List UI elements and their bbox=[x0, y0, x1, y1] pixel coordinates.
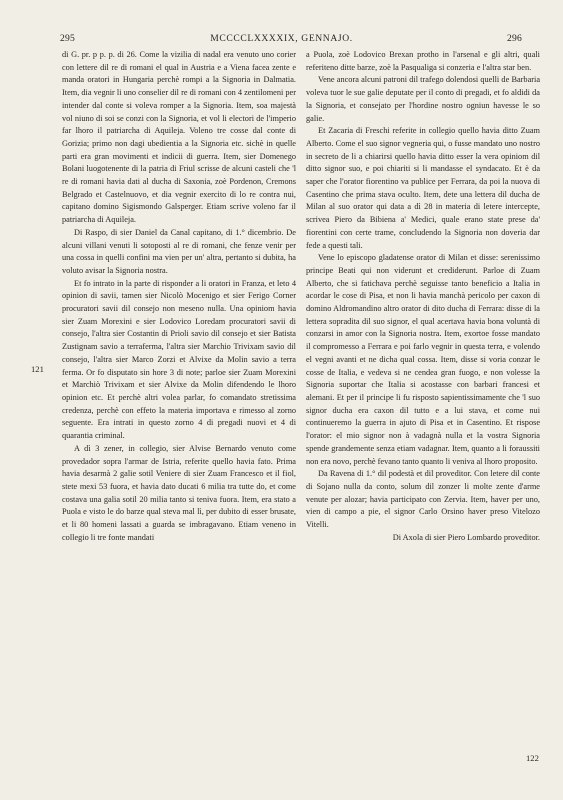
paragraph: A dì 3 zener, in collegio, sier Alvise Bernardo venuto come provedador sopra l'armar de Istria, referite quello havia fato. Prima havia desarmà 2 galie sotil Veniere di sier Zuam Francesco et il fiol, stete mexi 53 fuora, et havia dato ducati 6 milia tra tutte do, et come costava una galia sotil 20 milia tanto si teniva fuora. Item, era stato a Puola e visto le do barze qual steva mal lì, per dubito di esser brusate, et li 80 homeni lassati a guarda se imbragavano. Etiam veneno in collegio li tre fonte mandati bbox=[62, 443, 296, 542]
margin-number-left: 121 bbox=[31, 364, 44, 374]
paragraph: Da Ravena di 1.° dil podestà et dil proveditor. Con letere dil conte di Sojano nulla da conto, solum dil zonzer li molte zente d'arme venute per alozar; havia participato con Zervia. Item, haver per uno, vien di campo a pie, el signor Carlo Orsino haver preso Vitelozo Vitelli. bbox=[306, 469, 540, 530]
paragraph: Vene lo episcopo gladatense orator di Milan et disse: serenissimo principe Beati qui non viderunt et crediderunt. Parloe di Zuam Alberto, che si fatichava perchè seguisse tanto beneficio a Italia in acordar le cose di Pisa, et non li havia manchà pericolo per caxon di domino Aldromandino altro orator di dito ducha di Ferrara: disse di la lettera sopradita dil suo signor, el qual acertava havia bona voluntà di conzarsi in amor con la Signoria nostra. Item, exortoe fosse mandato il compromesso a Ferrara e poi farlo vegnir in questa terra, e volendo el vegni avanti et ne dicha qual cossa. Item, disse si voria conzar le cosse de Italia, e vedeva si ne cendea gran fuogo, e non volesse la Signoria suportar che Italia si acostasse con barbari francesi et alemani. Et per il principe li fu risposto sapientissimamente che 'l suo signor ducha era caxon dil tutto e a lui stava, et come nui continueremo la guerra in ajuto di Pisa et in Casentino. Et rispose l'orator: el mio signor non à vadagnà nulla et la vostra Signoria spende grandemente senza etiam vadagnar. Item, quanto a li foraussiti non era novo, perchè fevano tanto quanto li veniva al lhoro proposito. bbox=[306, 253, 540, 466]
running-title: MCCCCLXXXXIX, GENNAJO. bbox=[210, 33, 353, 44]
paragraph: Et fo intrato in la parte di risponder a li oratori in Franza, et leto 4 opinion di savii, tamen sier Nicolò Mocenigo et sier Ferigo Corner procuratori savii dil consejo non meseno nulla. Una opiniom havia sier Zuam Morexini e sier Lodovico Loredam procuratori savii di consejo, l'altra sier Costantin di Prioli savio dil consejo et sier Batista Zustignam savio a terraferma, l'altra sier Marchio Trivixam savio dil consejo, l'altra sier Marco Zorzi et Alvixe da Molin savio a terra ferma. Or fo disputato sin hore 3 di note; parloe sier Zuam Morexini et Marchiò Trivixam et sier Alvixe da Molin difendendo le lhoro opinion etc. Et perchè altri volea parlar, fo comandato stretissima credenza, perchè con effeto la materia importava e rimesso al zorno seguente. Era intrati in questo zorno 4 di pregadi nuovi et 4 di quarantia criminal. bbox=[62, 278, 296, 441]
paragraph: di G. pr. p p. p. di 26. Come la vizilia di nadal era venuto uno corier con lettere dil re di romani el qual in Austria e a Viena facea zente e manda oratori in Hungaria perchè rompi a la Signoria in Dalmatia. Item, dia vegnir li uno conselier dil re di romani con 4 zentilomeni per intender dal conte si voleva romper a la Signoria. Item, soa majestà vol niuno di soi se conzi con la Signoria, et vol li electori de l'imperio far lhoro il patriarcha di Aquileja. Voleno tre cosse dal conte di Gorizia; primo non dagi ubedientia a la Signoria etc. sichè in quelle parti era gran movimenti et indicii di guerra. Item, sier Domenego Bolani luogotenente di la patria di Friul scrisse de alcuni casteli che 'l re di romani havia dati al ducha di Saxonia, zoè Pordenon, Cremons Belgrado et Castelnuovo, et dia vegnir exercito di lo re contra nui, capitano domino Sigismondo Galsperger. Etiam scrive voleno far il patriarcha di Aquileja. bbox=[62, 50, 296, 225]
page-number-left: 295 bbox=[60, 33, 75, 44]
left-column bbox=[62, 49, 296, 789]
paragraph: Vene ancora alcuni patroni dil trafego dolendosi quelli de Barbaria voleva tuor le sue galie deputate per il conto di pregadi, et fo aldidi da la Signoria, et consejato per l'hordine nostro ogniun havesse le so galie. bbox=[306, 75, 540, 123]
paragraph: Et Zacaria di Freschi referite in collegio quello havia ditto Zuam Alberto. Come el suo signor vegneria qui, o fusse mandato uno nostro in secreto de li a chiarirsi quello havia ditto esser la vera opiniom dil ditto signor suo, e poi chiariti si li mandasse el syndacato. Et è da saper che l'orator fiorentino va publice per Ferrara, da poi la nuova di Casentino che prima stava oculto. Item, dete una lettera dil ducha de Milan al suo orator qui data a dì 28 in materia di letere intercepte, scrivea Piero da Bibiena a' Medici, quale erano state prese da' fiorentini con certe trame, concludendo la Signoria non doveria dar fede a questi tali. bbox=[306, 126, 540, 250]
page-number-right: 296 bbox=[507, 33, 522, 44]
page-header bbox=[0, 33, 563, 45]
paragraph: a Puola, zoè Lodovico Brexan protho in l'arsenal e gli altri, quali referiteno ditte barze, zoè la Pasqualiga si conzeria e l'altra star ben. bbox=[306, 50, 540, 72]
right-column bbox=[306, 49, 540, 789]
paragraph: Di Raspo, di sier Daniel da Canal capitano, di 1.° dicembrio. De alcuni villani venuti li sotoposti al re di romani, che fenze venir per una cossa in quelli confini ma vien per un' altra, pertanto si dubita, ha voluto avisar la Signoria nostra. bbox=[62, 227, 296, 275]
margin-number-right: 122 bbox=[526, 753, 539, 763]
paragraph: Di Axola di sier Piero Lombardo proveditor. bbox=[392, 532, 540, 542]
